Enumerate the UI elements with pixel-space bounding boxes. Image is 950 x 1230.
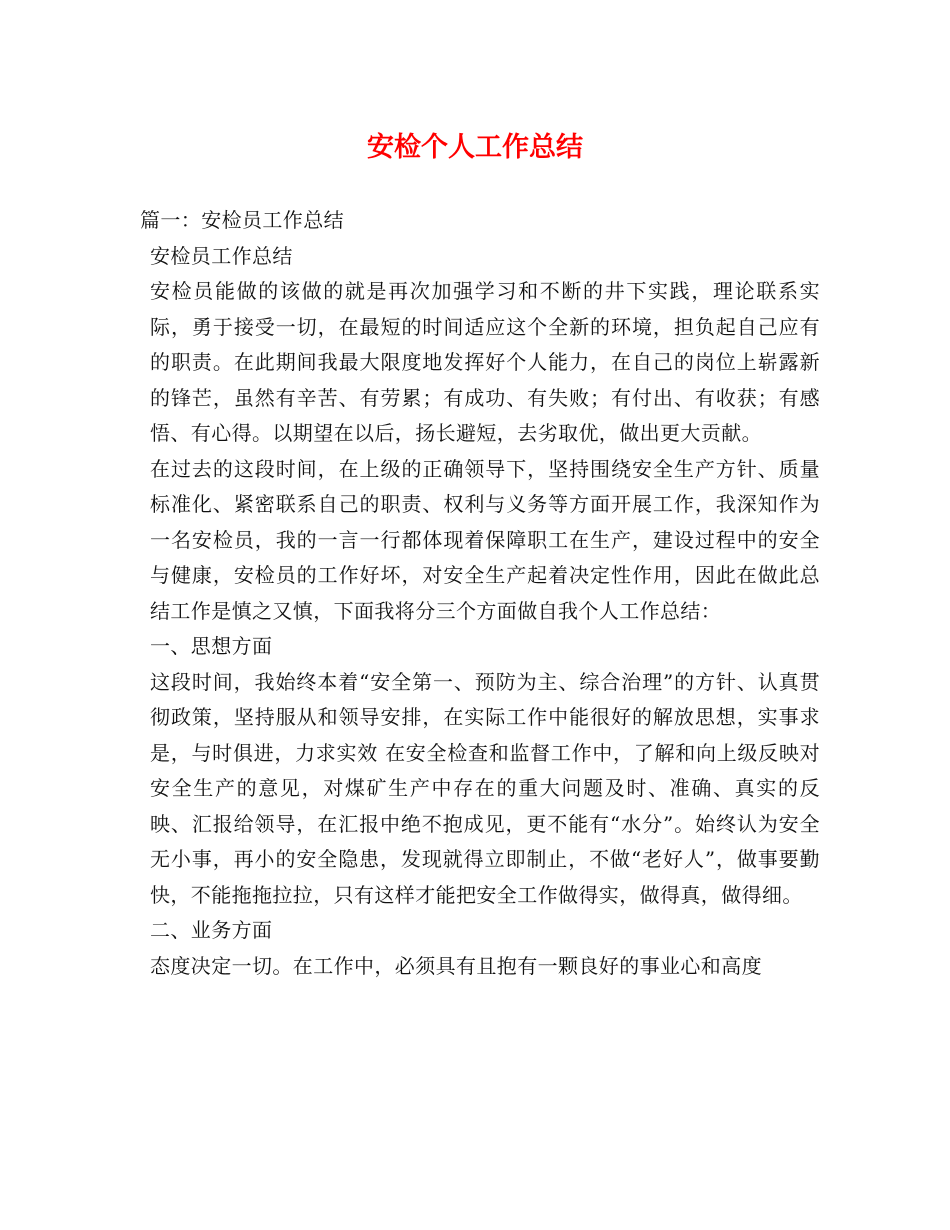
body-paragraph: 安检员能做的该做的就是再次加强学习和不断的井下实践，理论联系实际，勇于接受一切，在最短的时间适应这个全新的环境，担负起自己应有的职责。在此期间我最大限度地发挥好个人能力，在自己的岗位上崭露新的锋芒，虽然有辛苦、有劳累；有成功、有失败；有付出、有收获；有感悟、有心得。以期望在以后，扬长避短，去劣取优，做出更大贡献。 xyxy=(150,279,820,445)
body-paragraph: 态度决定一切。在工作中，必须具有且抱有一颗良好的事业心和高度 xyxy=(150,953,762,978)
subtitle: 安检员工作总结 xyxy=(150,243,293,268)
body-paragraph: 在过去的这段时间，在上级的正确领导下，坚持围绕安全生产方针、质量标准化、紧密联系自己的职责、权利与义务等方面开展工作，我深知作为一名安检员，我的一言一行都体现着保障职工在生产，建设过程中的安全与健康，安检员的工作好坏，对安全生产起着决定性作用，因此在做此总结工作是慎之又慎，下面我将分三个方面做自我个人工作总结： xyxy=(150,456,820,623)
section-heading-business: 二、业务方面 xyxy=(150,918,273,942)
section-heading-thought: 一、思想方面 xyxy=(150,634,273,658)
body-paragraph: 这段时间，我始终本着“安全第一、预防为主、综合治理”的方针、认真贯彻政策，坚持服从和领导安排，在实际工作中能很好的解放思想，实事求是，与时俱进，力求实效 在安全检查和监督工作中，了解和向上级反映对安全生产的意见，对煤矿生产中存在的重大问题及时、准确、真实的反映、汇报给领导，在汇报中绝不抱成见，更不能有“水分”。始终认为安全无小事，再小的安全隐患，发现就得立即制止，不做“老好人”，做事要勤快，不能拖拖拉拉，只有这样才能把安全工作做得实，做得真，做得细。 xyxy=(150,669,820,907)
document-title: 安检个人工作总结 xyxy=(367,132,583,163)
section-heading-part-one: 篇一：安检员工作总结 xyxy=(140,208,344,232)
document-body xyxy=(140,203,820,984)
